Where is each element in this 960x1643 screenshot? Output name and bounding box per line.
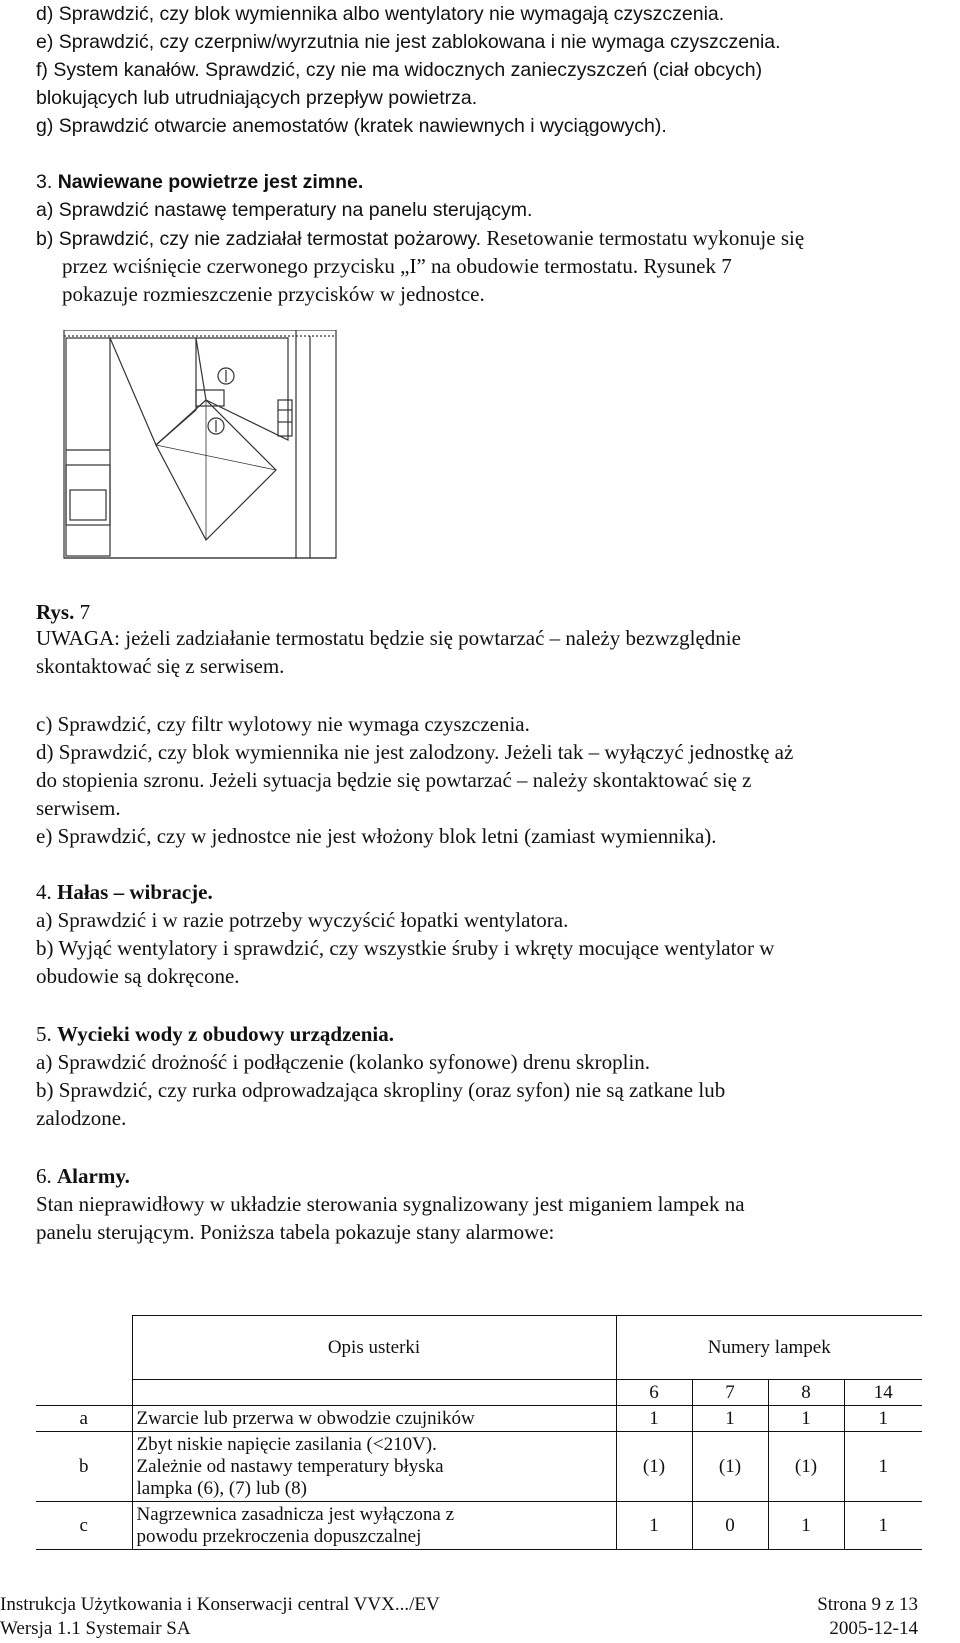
section-3-item-c: c) Sprawdzić, czy filtr wylotowy nie wymaga czyszczenia. — [36, 712, 530, 736]
section-5-number: 5. — [36, 1022, 52, 1046]
section-6-title: Alarmy. — [57, 1164, 130, 1188]
section-3-item-b-reset: Resetowanie termostatu wykonuje się — [486, 226, 805, 250]
unit-drawing-figure — [56, 330, 346, 592]
section-3-number: 3. — [36, 171, 53, 193]
section-4-title: Hałas – wibracje. — [57, 880, 213, 904]
item-e-intake: e) Sprawdzić, czy czerpniw/wyrzutnia nie jest zablokowana i nie wymaga czyszczenia. — [36, 31, 781, 53]
section-5-item-b: b) Sprawdzić, czy rurka odprowadzająca skropliny (oraz syfon) nie są zatkane lub — [36, 1078, 726, 1102]
section-3-title: Nawiewane powietrze jest zimne. — [57, 171, 364, 193]
section-6-number: 6. — [36, 1164, 52, 1188]
section-3-item-d-cont2: serwisem. — [36, 796, 121, 820]
section-4-item-b-cont: obudowie są dokręcone. — [36, 964, 240, 988]
header-lamp-numbers: Numery lampek — [616, 1316, 922, 1380]
table-row — [36, 1502, 922, 1550]
section-3-item-b-check: b) Sprawdzić, czy nie zadziałał termostat pożarowy. — [36, 228, 482, 250]
row-description-line: Zbyt niskie napięcie zasilania (<210V). — [136, 1433, 437, 1455]
section-6-line-1: Stan nieprawidłowy w układzie sterowania sygnalizowany jest miganiem lampek na — [36, 1192, 745, 1216]
row-value: 1 — [616, 1502, 692, 1550]
table-header-row — [36, 1316, 922, 1348]
row-value: 1 — [768, 1502, 844, 1550]
section-3-item-b — [36, 226, 804, 251]
row-value: 1 — [616, 1406, 692, 1432]
row-description-line: powodu przekroczenia dopuszczalnej — [136, 1525, 422, 1547]
section-3-item-b-line3: pokazuje rozmieszczenie przycisków w jednostce. — [62, 282, 485, 306]
warning-line-2: skontaktować się z serwisem. — [36, 654, 285, 678]
row-value: 1 — [692, 1406, 768, 1432]
row-value: 0 — [692, 1502, 768, 1550]
alarm-table — [36, 1315, 922, 1550]
table-row — [36, 1432, 922, 1502]
row-letter: b — [36, 1432, 132, 1502]
row-description-line: lampka (6), (7) lub (8) — [136, 1477, 307, 1499]
section-5-title: Wycieki wody z obudowy urządzenia. — [57, 1022, 394, 1046]
section-5-heading — [36, 1022, 394, 1046]
section-4-heading — [36, 880, 213, 904]
item-f-ducts-cont: blokujących lub utrudniających przepływ powietrza. — [36, 87, 478, 109]
footer-page-number: Strona 9 z 13 — [817, 1594, 918, 1615]
section-5-item-b-cont: zalodzone. — [36, 1106, 127, 1130]
item-g-diffusers: g) Sprawdzić otwarcie anemostatów (kratek nawiewnych i wyciągowych). — [36, 115, 667, 137]
figure-caption-number: 7 — [79, 600, 91, 624]
row-value: 1 — [844, 1406, 922, 1432]
header-fault-description: Opis usterki — [132, 1316, 616, 1380]
section-3-item-d: d) Sprawdzić, czy blok wymiennika nie jest zalodzony. Jeżeli tak – wyłączyć jednostkę aż — [36, 740, 794, 764]
item-f-ducts: f) System kanałów. Sprawdzić, czy nie ma widocznych zanieczyszczeń (ciał obcych) — [36, 59, 763, 81]
footer-version: Wersja 1.1 Systemair SA — [0, 1618, 191, 1639]
footer-date: 2005-12-14 — [829, 1618, 918, 1639]
table-lamp-number-row — [36, 1380, 922, 1406]
section-4-number: 4. — [36, 880, 52, 904]
figure-caption-label: Rys. — [36, 600, 75, 624]
section-3-item-a: a) Sprawdzić nastawę temperatury na panelu sterującym. — [36, 199, 533, 221]
section-6-heading — [36, 1164, 130, 1188]
section-6-line-2: panelu sterującym. Poniższa tabela pokazuje stany alarmowe: — [36, 1220, 555, 1244]
row-description-line: Zależnie od nastawy temperatury błyska — [136, 1455, 444, 1477]
row-letter: c — [36, 1502, 132, 1550]
row-value: 1 — [844, 1432, 922, 1502]
warning-line-1: UWAGA: jeżeli zadziałanie termostatu będzie się powtarzać – należy bezwzględnie — [36, 626, 741, 650]
row-description — [132, 1432, 616, 1502]
row-value: (1) — [692, 1432, 768, 1502]
lamp-number: 8 — [768, 1380, 844, 1406]
section-5-item-a: a) Sprawdzić drożność i podłączenie (kolanko syfonowe) drenu skroplin. — [36, 1050, 651, 1074]
figure-caption — [36, 600, 90, 624]
lamp-number: 14 — [844, 1380, 922, 1406]
section-3-item-b-line2: przez wciśnięcie czerwonego przycisku „I” na obudowie termostatu. Rysunek 7 — [62, 254, 732, 278]
section-4-item-b: b) Wyjąć wentylatory i sprawdzić, czy wszystkie śruby i wkręty mocujące wentylator w — [36, 936, 775, 960]
row-value: (1) — [616, 1432, 692, 1502]
lamp-number: 7 — [692, 1380, 768, 1406]
footer-document-title: Instrukcja Użytkowania i Konserwacji central VVX.../EV — [0, 1594, 440, 1615]
section-3-item-e: e) Sprawdzić, czy w jednostce nie jest włożony blok letni (zamiast wymiennika). — [36, 824, 717, 848]
row-description: Zwarcie lub przerwa w obwodzie czujników — [132, 1406, 616, 1432]
section-4-item-a: a) Sprawdzić i w razie potrzeby wyczyścić łopatki wentylatora. — [36, 908, 569, 932]
section-3-heading — [36, 170, 363, 194]
row-value: 1 — [844, 1502, 922, 1550]
row-letter: a — [36, 1406, 132, 1432]
section-3-item-d-cont: do stopienia szronu. Jeżeli sytuacja będzie się powtarzać – należy skontaktować się z — [36, 768, 752, 792]
row-description-line: Nagrzewnica zasadnicza jest wyłączona z — [136, 1503, 455, 1525]
row-value: (1) — [768, 1432, 844, 1502]
lamp-number: 6 — [616, 1380, 692, 1406]
table-row — [36, 1406, 922, 1432]
row-description — [132, 1502, 616, 1550]
row-value: 1 — [768, 1406, 844, 1432]
item-d-blower: d) Sprawdzić, czy blok wymiennika albo wentylatory nie wymagają czyszczenia. — [36, 3, 725, 25]
